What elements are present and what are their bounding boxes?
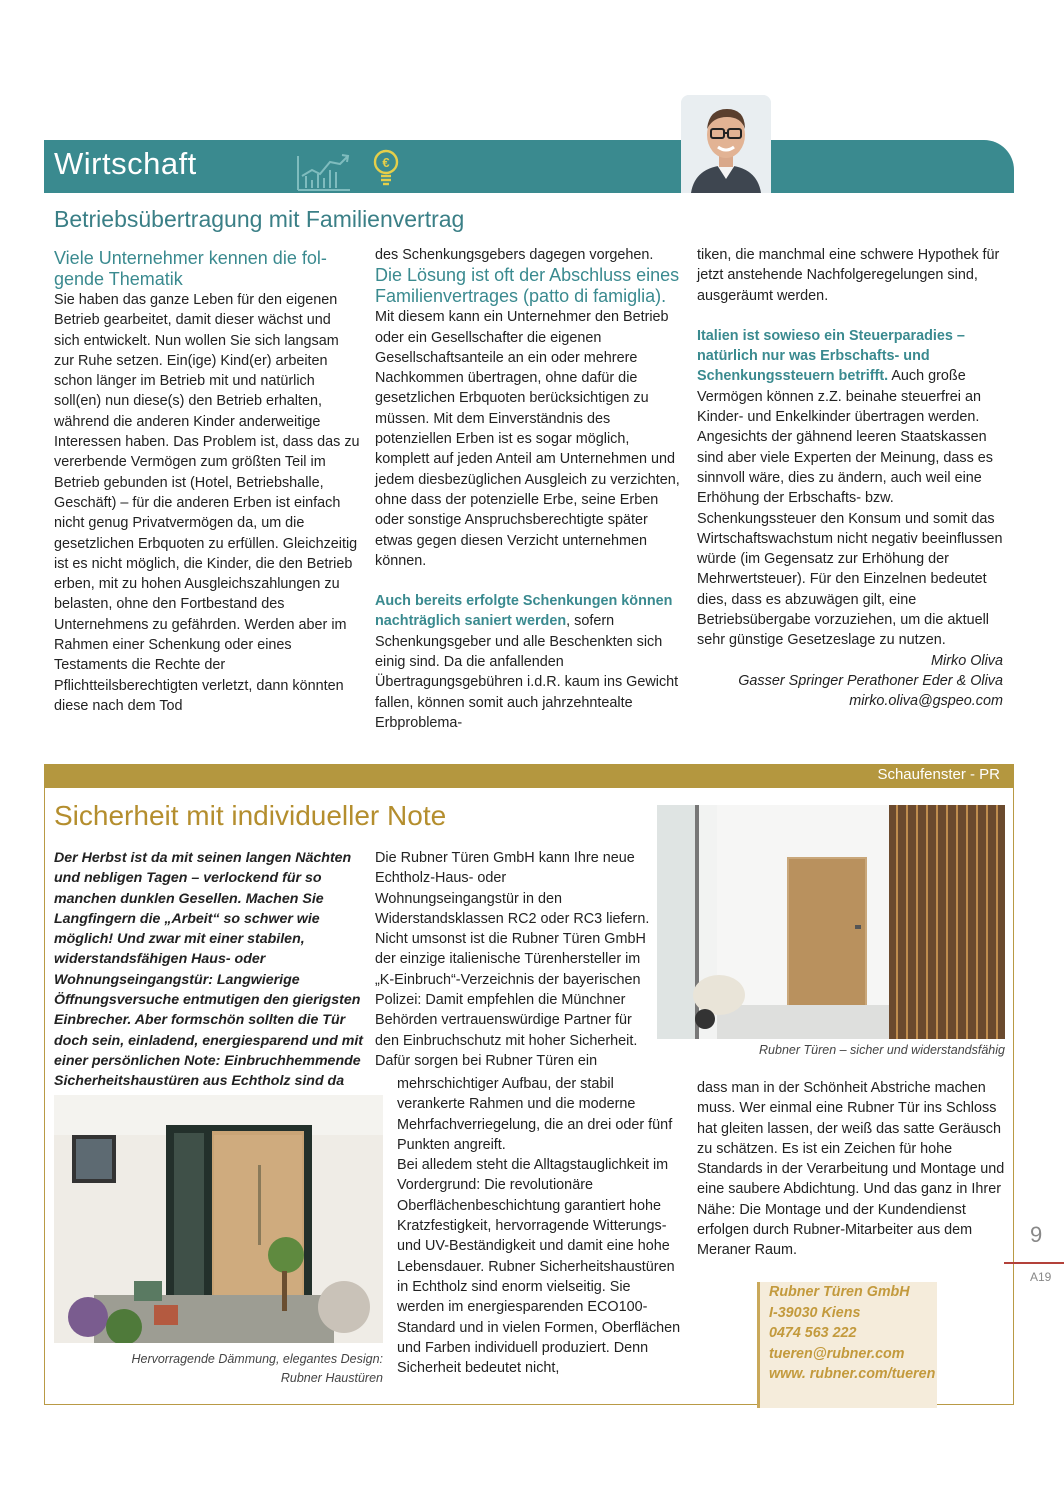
column-body-text: , sofern Schenkungsgeber und alle Beschenkten sich einig sind. Da die anfallenden Übertragungsgebühren i.d.R. kaum ins Gewicht fallen, können somit auch jahrzehntealte Erbproblema- bbox=[375, 613, 679, 731]
interior-door-photo bbox=[657, 805, 1005, 1039]
article-headline: Betriebsübertragung mit Familienvertrag bbox=[54, 206, 465, 232]
svg-text:€: € bbox=[382, 155, 390, 170]
column-body-text: des Schenkungsgebers dagegen vorgehen. bbox=[375, 247, 654, 263]
author-portrait-photo bbox=[681, 95, 771, 193]
contact-address: I-39030 Kiens bbox=[769, 1304, 861, 1321]
page-number: 9 bbox=[1030, 1222, 1043, 1247]
section-title: Wirtschaft bbox=[54, 146, 197, 181]
article-column-3 bbox=[697, 245, 1003, 712]
article-column-1 bbox=[54, 248, 360, 716]
column-paragraph bbox=[375, 591, 681, 733]
column-body-text: Auch große Vermögen können z.Z. beinahe steuerfrei an Kinder- und Enkelkinder übertragen werden. Angesichts der gähnend leeren Staatskassen sind aber viele Experten der Meinung, dass es sinnvoll wäre, dies zu ändern, auch weil eine Erhöhung der Erbschafts- bzw. Schenkungssteuer den Konsum und somit das Wirtschaftswachstum nicht negativ beeinflussen würde (im Gegensatz zur Erhöhung der Mehrwertsteuer). Für den Einzelnen bedeutet dies, dass es abzuwägen gilt, eine Betriebsübergabe vorzuziehen, um die aktuell sehr günstige Gesetzeslage zu nutzen. bbox=[697, 368, 1003, 649]
column-body-text: Bei alledem steht die Alltagstauglichkeit im Vordergrund: Die revolutionäre Oberflächenbeschichtung garantiert hohe Kratzfestigkeit, hervorragende Witterungs- und UV-Beständigkeit und damit eine hohe Lebensdauer. Rubner Sicherheitshaustüren in Echtholz sind enorm vielseitig. Sie werden im energiesparenden ECO100-Standard und in vielen Formen, Oberflächen und Farben individuell produziert. Denn Sicherheit bedeutet nicht, bbox=[397, 1157, 681, 1377]
caption-line: Hervorragende Dämmung, elegantes Design: bbox=[131, 1352, 383, 1366]
page-code: A19 bbox=[1030, 1270, 1052, 1284]
advertorial-column-3 bbox=[697, 1078, 1007, 1261]
house-door-photo bbox=[54, 1095, 383, 1343]
advertorial-header-bar bbox=[44, 764, 1014, 788]
caption-line: Rubner Haustüren bbox=[280, 1371, 383, 1385]
column-subheading: Viele Unternehmer kennen die fol-gende Thematik bbox=[54, 248, 327, 289]
lightbulb-euro-icon bbox=[368, 148, 404, 190]
bold-lead-phrase: Auch bereits erfolgte Schenkungen können nachträglich saniert werden bbox=[375, 593, 673, 630]
advertorial-column-2 bbox=[375, 848, 651, 1071]
column-body-text: dass man in der Schönheit Abstriche machen muss. Wer einmal eine Rubner Tür ins Schloss hat gleiten lassen, der weiß das satte Geräusch zu schätzen. Es ist ein Zeichen für hohe Standards in der Verarbeitung und Montage und eine saubere Abdichtung. Und das ganz in Ihrer Nähe: Die Montage und der Kundendienst erfolgen durch Rubner-Mitarbeiter aus dem Meraner Raum. bbox=[697, 1080, 1005, 1259]
bold-lead-phrase: Italien ist sowieso ein Steuerparadies – natürlich nur was Erbschafts- und Schenkungssteuern betrifft. bbox=[697, 327, 965, 385]
advertorial-headline: Sicherheit mit individueller Note bbox=[54, 800, 447, 831]
contact-website-link[interactable]: www. rubner.com/tueren bbox=[769, 1366, 936, 1382]
contact-box bbox=[757, 1282, 937, 1408]
author-email-link[interactable]: mirko.oliva@gspeo.com bbox=[849, 693, 1003, 710]
photo-caption-right: Rubner Türen – sicher und widerstandsfähig bbox=[759, 1043, 1005, 1057]
column-body-text: Sie haben das ganze Leben für den eigenen Betrieb gearbeitet, damit dieser wächst und sich entwickelt. Nun wollen Sie sich langsam zur Ruhe setzen. Ein(ige) Kind(er) arbeiten schon länger im Betrieb mit und natürlich soll(en) nun diese(s) den Betrieb erhalten, während die anderen Kinder anderweitige Interessen haben. Das Problem ist, dass das zu vererbende Vermögen zum größten Teil im Betrieb gebunden ist (Hotel, Betriebshalle, Geschäft) – für die anderen Erben ist einfach nicht genug Privatvermögen da, um die gesetzlichen Erbquoten zu erfüllen. Gleichzeitig ist es nicht möglich, die Kinder, die den Betrieb erben, mit zu hohen Ausgleichszahlungen zu belasten, ohne den Fortbestand des Unternehmens zu gefährden. Werden aber im Rahmen einer Schenkung oder eines Testaments die Rechte der Pflichtteilsberechtigten verletzt, dann könnten diese nach dem Tod bbox=[54, 292, 360, 714]
growth-chart-icon bbox=[296, 152, 352, 192]
advertorial-label: Schaufenster - PR bbox=[877, 766, 1000, 783]
contact-email-link[interactable]: tueren@rubner.com bbox=[769, 1345, 905, 1362]
photo-caption-left bbox=[54, 1350, 383, 1388]
contact-phone[interactable]: 0474 563 222 bbox=[769, 1325, 857, 1341]
column-body-text: Die Rubner Türen GmbH kann Ihre neue Echtholz-Haus- oder Wohnungseingangstür in den Widerstandsklassen RC2 oder RC3 liefern. Nicht umsonst ist die Rubner Türen GmbH der einzige italienische Türenhersteller im „K-Einbruch“-Verzeichnis der bayerischen Polizei: Damit empfehlen die Münchner Behörden vertrauenswürdige Partner für den Einbruchschutz mit hoher Sicherheit. Dafür sorgen bei Rubner Türen ein bbox=[375, 850, 650, 1069]
column-body-text: tiken, die manchmal eine schwere Hypothek für jetzt anstehende Nachfolgeregelungen sind, ausgeräumt werden. bbox=[697, 247, 1000, 304]
column-body-text: mehrschichtiger Aufbau, der stabil verankerte Rahmen und die moderne Mehrfachverriegelung, die an drei oder fünf Punkten angreift. bbox=[397, 1076, 673, 1153]
column-paragraph bbox=[697, 326, 1003, 651]
advertorial-lead: Der Herbst ist da mit seinen langen Nächten und nebligen Tagen – verlockend für so manchen dunklen Gesellen. Machen Sie Langfingern die „Arbeit“ so schwer wie möglich! Und zwar mit einer stabilen, widerstandsfähigen Haus- oder Wohnungseingangstür: Langwierige Öffnungsversuche entmutigen den gierigsten Einbrecher. Aber formschön sollten die Tür doch sein, einladend, energiesparend und mit einer persönlichen Note: Einbruchhemmende Sicherheitshaustüren aus Echtholz sind da bbox=[54, 850, 364, 1090]
page-marker-line bbox=[1004, 1262, 1064, 1264]
author-firm: Gasser Springer Perathoner Eder & Oliva bbox=[738, 672, 1003, 689]
contact-company: Rubner Türen GmbH bbox=[769, 1284, 910, 1300]
article-column-2 bbox=[375, 245, 681, 733]
author-name: Mirko Oliva bbox=[931, 652, 1003, 669]
advertorial-column-2b bbox=[397, 1074, 681, 1378]
column-body-text: Mit diesem kann ein Unternehmer den Betrieb oder ein Gesellschafter die eigenen Gesellschaftsanteile an ein oder mehrere Nachkommen übertragen, ohne dafür die gesetzlichen Erbquoten berücksichtigen zu müssen. Mit dem Einverständnis des potenziellen Erben ist es sogar möglich, komplett auf jeden Anteil am Unternehmen und jedem diesbezüglichen Ausgleich zu verzichten, ohne dass der potenzielle Erbe, seine Erben oder sonstige Anspruchsberechtigte später etwas gegen diesen Verzicht unternehmen können. bbox=[375, 309, 680, 569]
column-subheading: Die Lösung ist oft der Abschluss eines Familienvertrages (patto di famiglia). bbox=[375, 265, 680, 307]
